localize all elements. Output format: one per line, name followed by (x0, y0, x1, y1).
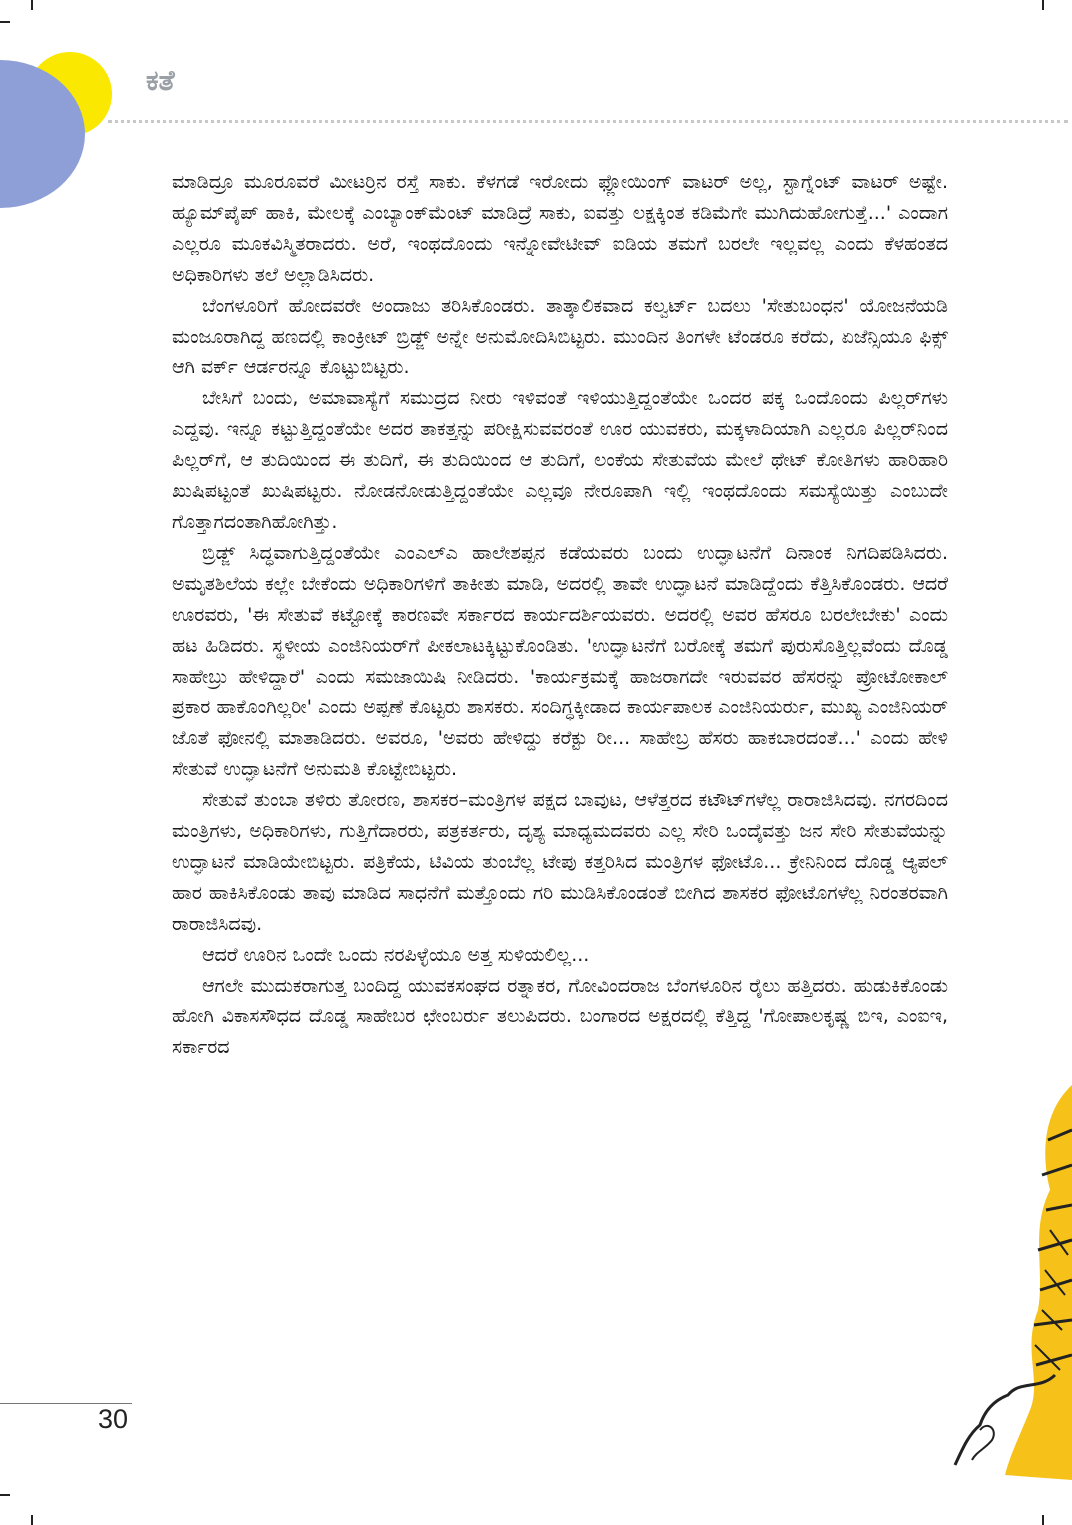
paragraph: ಬೆಂಗಳೂರಿಗೆ ಹೋದವರೇ ಅಂದಾಜು ತರಿಸಿಕೊಂಡರು. ತಾತ್ಕಾಲಿಕವಾದ ಕಲ್ವರ್ಟ್ ಬದಲು 'ಸೇತುಬಂಧನ' ಯೋಜನೆಯಡಿ ಮಂಜೂರಾಗಿದ್ದ ಹಣದಲ್ಲಿ ಕಾಂಕ್ರೀಟ್ ಬ್ರಿಡ್ಜ್ ಅನ್ನೇ ಅನುಮೋದಿಸಿಬಿಟ್ಟರು. ಮುಂದಿನ ತಿಂಗಳೇ ಟೆಂಡರೂ ಕರೆದು, ಏಜೆನ್ಸಿಯೂ ಫಿಕ್ಸ್ ಆಗಿ ವರ್ಕ್ ಆರ್ಡರನ್ನೂ ಕೊಟ್ಟುಬಿಟ್ಟರು. (172, 294, 948, 379)
decorative-illustration (950, 1080, 1072, 1480)
paragraph: ಬ್ರಿಡ್ಜ್ ಸಿದ್ಧವಾಗುತ್ತಿದ್ದಂತೆಯೇ ಎಂಎಲ್‌ಎ ಹಾಲೇಶಪ್ಪನ ಕಡೆಯವರು ಬಂದು ಉದ್ಘಾಟನೆಗೆ ದಿನಾಂಕ ನಿಗದಿಪಡಿಸಿದರು. ಅಮೃತಶಿಲೆಯ ಕಲ್ಲೇ ಬೇಕೆಂದು ಅಧಿಕಾರಿಗಳಿಗೆ ತಾಕೀತು ಮಾಡಿ, ಅದರಲ್ಲಿ ತಾವೇ ಉದ್ಘಾಟನೆ ಮಾಡಿದ್ದೆಂದು ಕೆತ್ತಿಸಿಕೊಂಡರು. ಆದರೆ ಊರವರು, 'ಈ ಸೇತುವೆ ಕಟ್ಟೋಕ್ಕೆ ಕಾರಣವೇ ಸರ್ಕಾರದ ಕಾರ್ಯದರ್ಶಿಯವರು. ಅದರಲ್ಲಿ ಅವರ ಹೆಸರೂ ಬರಲೇಬೇಕು' ಎಂದು ಹಟ ಹಿಡಿದರು. ಸ್ಥಳೀಯ ಎಂಜಿನಿಯರ್‌ಗೆ ಪೀಕಲಾಟಕ್ಕಿಟ್ಟುಕೊಂಡಿತು. 'ಉದ್ಘಾಟನೆಗೆ ಬರೋಕ್ಕೆ ತಮಗೆ ಪುರುಸೊತ್ತಿಲ್ಲವೆಂದು ದೊಡ್ಡ ಸಾಹೇಬ್ರು ಹೇಳಿದ್ದಾರೆ' ಎಂದು ಸಮಜಾಯಿಷಿ ನೀಡಿದರು. 'ಕಾರ್ಯಕ್ರಮಕ್ಕೆ ಹಾಜರಾಗದೇ ಇರುವವರ ಹೆಸರನ್ನು ಪ್ರೋಟೋಕಾಲ್ ಪ್ರಕಾರ ಹಾಕೊಂಗಿಲ್ಲರೀ' ಎಂದು ಅಪ್ಪಣೆ ಕೊಟ್ಟರು ಶಾಸಕರು. ಸಂದಿಗ್ಧಕ್ಕೀಡಾದ ಕಾರ್ಯಪಾಲಕ ಎಂಜಿನಿಯರ್ರು, ಮುಖ್ಯ ಎಂಜಿನಿಯರ್ ಜೊತೆ ಫೋನಲ್ಲಿ ಮಾತಾಡಿದರು. ಅವರೂ, 'ಅವರು ಹೇಳಿದ್ದು ಕರೆಕ್ಟು ರೀ... ಸಾಹೇಬ್ರ ಹೆಸರು ಹಾಕಬಾರದಂತೆ...' ಎಂದು ಹೇಳಿ ಸೇತುವೆ ಉದ್ಘಾಟನೆಗೆ ಅನುಮತಿ ಕೊಟ್ಟೇಬಿಟ್ಟರು. (172, 541, 948, 781)
paragraph: ಸೇತುವೆ ತುಂಬಾ ತಳಿರು ತೋರಣ, ಶಾಸಕರ–ಮಂತ್ರಿಗಳ ಪಕ್ಷದ ಬಾವುಟ, ಆಳೆತ್ತರದ ಕಟೌಟ್‌ಗಳೆಲ್ಲ ರಾರಾಜಿಸಿದವು. ನಗರದಿಂದ ಮಂತ್ರಿಗಳು, ಅಧಿಕಾರಿಗಳು, ಗುತ್ತಿಗೆದಾರರು, ಪತ್ರಕರ್ತರು, ದೃಶ್ಯ ಮಾಧ್ಯಮದವರು ಎಲ್ಲ ಸೇರಿ ಒಂದೈವತ್ತು ಜನ ಸೇರಿ ಸೇತುವೆಯನ್ನು ಉದ್ಘಾಟನೆ ಮಾಡಿಯೇಬಿಟ್ಟರು. ಪತ್ರಿಕೆಯ, ಟಿವಿಯ ತುಂಬೆಲ್ಲ ಟೇಪು ಕತ್ತರಿಸಿದ ಮಂತ್ರಿಗಳ ಫೋಟೊ... ಕ್ರೇನಿನಿಂದ ದೊಡ್ಡ ಆ್ಯಪಲ್ ಹಾರ ಹಾಕಿಸಿಕೊಂಡು ತಾವು ಮಾಡಿದ ಸಾಧನೆಗೆ ಮತ್ತೊಂದು ಗರಿ ಮುಡಿಸಿಕೊಂಡಂತೆ ಬೀಗಿದ ಶಾಸಕರ ಫೋಟೊಗಳೆಲ್ಲ ನಿರಂತರವಾಗಿ ರಾರಾಜಿಸಿದವು. (172, 789, 948, 935)
page-number: 30 (98, 1404, 129, 1434)
paragraph: ಆದರೆ ಊರಿನ ಒಂದೇ ಒಂದು ನರಪಿಳ್ಳೆಯೂ ಅತ್ತ ಸುಳಿಯಲಿಲ್ಲ... (202, 943, 590, 966)
crop-mark (31, 0, 33, 10)
crop-mark (0, 1494, 10, 1496)
paragraph: ಬೇಸಿಗೆ ಬಂದು, ಅಮಾವಾಸ್ಯೆಗೆ ಸಮುದ್ರದ ನೀರು ಇಳಿವಂತೆ ಇಳಿಯುತ್ತಿದ್ದಂತೆಯೇ ಒಂದರ ಪಕ್ಕ ಒಂದೊಂದು ಪಿಲ್ಲರ್‌ಗಳು ಎದ್ದವು. ಇನ್ನೂ ಕಟ್ಟುತ್ತಿದ್ದಂತೆಯೇ ಅದರ ತಾಕತ್ತನ್ನು ಪರೀಕ್ಷಿಸುವವರಂತೆ ಊರ ಯುವಕರು, ಮಕ್ಕಳಾದಿಯಾಗಿ ಎಲ್ಲರೂ ಪಿಲ್ಲರ್‌ನಿಂದ ಪಿಲ್ಲರ್‌ಗೆ, ಆ ತುದಿಯಿಂದ ಈ ತುದಿಗೆ, ಈ ತುದಿಯಿಂದ ಆ ತುದಿಗೆ, ಲಂಕೆಯ ಸೇತುವೆಯ ಮೇಲೆ ಥೇಟ್ ಕೋತಿಗಳು ಹಾರಿಹಾರಿ ಖುಷಿಪಟ್ಟಂತೆ ಖುಷಿಪಟ್ಟರು. ನೋಡನೋಡುತ್ತಿದ್ದಂತೆಯೇ ಎಲ್ಲವೂ ನೇರೂಪಾಗಿ ಇಲ್ಲಿ ಇಂಥದೊಂದು ಸಮಸ್ಯೆಯಿತ್ತು ಎಂಬುದೇ ಗೊತ್ತಾಗದಂತಾಗಿಹೋಗಿತ್ತು. (172, 387, 948, 533)
header-divider (108, 120, 1068, 123)
crop-mark (1042, 0, 1044, 10)
paragraph: ಆಗಲೇ ಮುದುಕರಾಗುತ್ತ ಬಂದಿದ್ದ ಯುವಕಸಂಘದ ರತ್ನಾಕರ, ಗೋವಿಂದರಾಜ ಬೆಂಗಳೂರಿನ ರೈಲು ಹತ್ತಿದರು. ಹುಡುಕಿಕೊಂಡು ಹೋಗಿ ವಿಕಾಸಸೌಧದ ದೊಡ್ಡ ಸಾಹೇಬರ ಛೇಂಬರ್ರು ತಲುಪಿದರು. ಬಂಗಾರದ ಅಕ್ಷರದಲ್ಲಿ ಕೆತ್ತಿದ್ದ 'ಗೋಪಾಲಕೃಷ್ಣ ಬಿಇ, ಎಂಐಇ, ಸರ್ಕಾರದ (172, 974, 948, 1059)
crop-mark (1042, 1515, 1044, 1525)
section-title: ಕತೆ (146, 64, 175, 97)
story-body (172, 167, 948, 1063)
paragraph: ಮಾಡಿದ್ರೂ ಮೂರೂವರೆ ಮೀಟರ್ರಿನ ರಸ್ತೆ ಸಾಕು. ಕೆಳಗಡೆ ಇರೋದು ಫ್ಲೋಯಿಂಗ್ ವಾಟರ್ ಅಲ್ಲ, ಸ್ಟಾಗ್ನೆಂಟ್ ವಾಟರ್ ಅಷ್ಟೇ. ಹ್ಯೂಮ್‌ಪೈಪ್ ಹಾಕಿ, ಮೇಲಕ್ಕೆ ಎಂಬ್ಯಾಂಕ್‌ಮೆಂಟ್ ಮಾಡಿದ್ರೆ ಸಾಕು, ಐವತ್ತು ಲಕ್ಷಕ್ಕಿಂತ ಕಡಿಮೆಗೇ ಮುಗಿದುಹೋಗುತ್ತೆ...' ಎಂದಾಗ ಎಲ್ಲರೂ ಮೂಕವಿಸ್ಮಿತರಾದರು. ಅರೆ, ಇಂಥದೊಂದು ಇನ್ನೋವೇಟೀವ್ ಐಡಿಯ ತಮಗೆ ಬರಲೇ ಇಲ್ಲವಲ್ಲ ಎಂದು ಕೆಳಹಂತದ ಅಧಿಕಾರಿಗಳು ತಲೆ ಅಲ್ಲಾಡಿಸಿದರು. (172, 171, 948, 286)
crop-mark (0, 21, 10, 23)
crop-mark (31, 1515, 33, 1525)
